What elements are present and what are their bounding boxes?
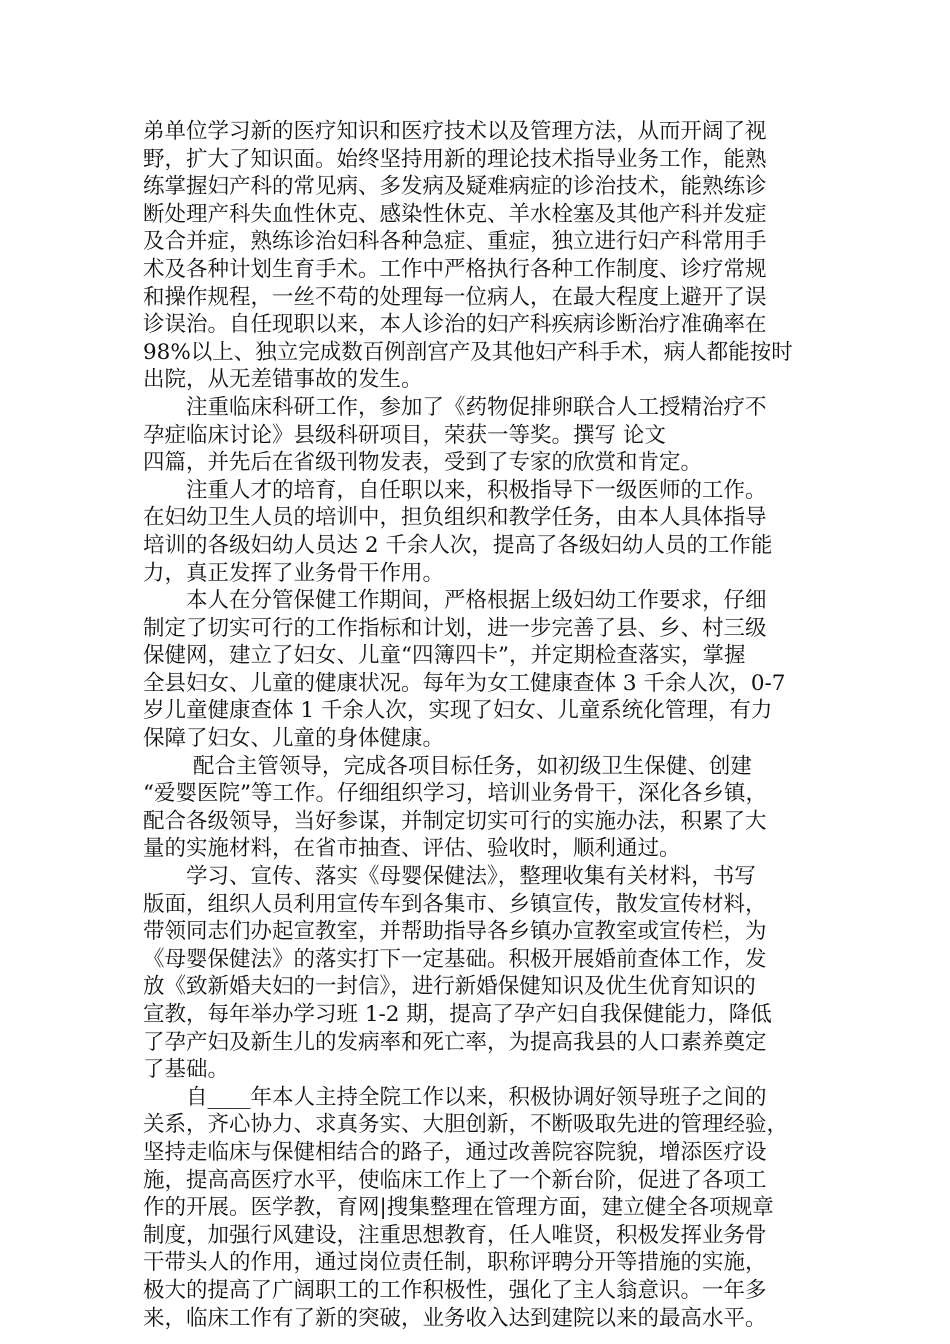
text-line: 诊误治。自任现职以来，本人诊治的妇产科疾病诊断治疗准确率在 xyxy=(143,312,767,338)
text-line: 了孕产妇及新生儿的发病率和死亡率，为提高我县的人口素养奠定 xyxy=(143,1029,767,1055)
paragraph xyxy=(143,863,808,1084)
text-line: 出院，从无差错事故的发生。 xyxy=(143,367,423,393)
text-line: 注重临床科研工作，参加了《药物促排卵联合人工授精治疗不 xyxy=(143,394,767,420)
text-line: 断处理产科失血性休克、感染性休克、羊水栓塞及其他产科并发症 xyxy=(143,201,767,227)
text-line: 岁儿童健康查体 1 千余人次，实现了妇女、儿童系统化管理，有力 xyxy=(143,698,773,724)
text-line: 练掌握妇产科的常见病、多发病及疑难病症的诊治技术，能熟练诊 xyxy=(143,174,767,200)
paragraph xyxy=(143,477,808,587)
paragraph xyxy=(143,753,808,863)
text-line: 干带头人的作用，通过岗位责任制，职称评聘分开等措施的实施， xyxy=(143,1250,767,1276)
text-line: 版面，组织人员利用宣传车到各集市、乡镇宣传，散发宣传材料， xyxy=(143,891,767,917)
paragraph xyxy=(143,1084,808,1332)
text-line: 《母婴保健法》的落实打下一定基础。积极开展婚前查体工作，发 xyxy=(143,946,767,972)
text-line: 制定了切实可行的工作指标和计划，进一步完善了县、乡、村三级 xyxy=(143,615,767,641)
text-line: 学习、宣传、落实《母婴保健法》，整理收集有关材料，书写 xyxy=(143,864,756,890)
text-line: 在妇幼卫生人员的培训中，担负组织和教学任务，由本人具体指导 xyxy=(143,505,767,531)
text-line: 弟单位学习新的医疗知识和医疗技术以及管理方法，从而开阔了视 xyxy=(143,119,767,144)
text-line: 配合主管领导，完成各项目标任务，如初级卫生保健、创建 xyxy=(143,753,752,779)
text-line: 98%以上、独立完成数百例剖宫产及其他妇产科手术，病人都能按时 xyxy=(143,339,793,365)
document-body xyxy=(143,118,808,1332)
text-line: 本人在分管保健工作期间，严格根据上级妇幼工作要求，仔细 xyxy=(143,588,767,614)
text-line: 了基础。 xyxy=(143,1057,230,1083)
text-line: 及合并症，熟练诊治妇科各种急症、重症，独立进行妇产科常用手 xyxy=(143,229,767,255)
text-line: 来，临床工作有了新的突破，业务收入达到建院以来的最高水平。 xyxy=(143,1305,767,1331)
text-line: 制度，加强行风建设，注重思想教育，任人唯贤，积极发挥业务骨 xyxy=(143,1222,767,1248)
text-line: 坚持走临床与保健相结合的路子，通过改善院容院貌，增添医疗设 xyxy=(143,1139,767,1165)
text-line: 野，扩大了知识面。始终坚持用新的理论技术指导业务工作，能熟 xyxy=(143,146,767,172)
text-line: 力，真正发挥了业务骨干作用。 xyxy=(143,560,445,586)
paragraph xyxy=(143,587,808,753)
text-line: 培训的各级妇幼人员达 2 千余人次，提高了各级妇幼人员的工作能 xyxy=(143,532,773,558)
text-line: “爱婴医院”等工作。仔细组织学习，培训业务骨干，深化各乡镇， xyxy=(143,781,767,807)
text-line: 作的开展。医学教，育网|搜集整理在管理方面，建立健全各项规章 xyxy=(143,1195,774,1221)
text-line: 保障了妇女、儿童的身体健康。 xyxy=(143,726,445,752)
text-line: 四篇，并先后在省级刊物发表，受到了专家的欣赏和肯定。 xyxy=(143,450,703,476)
text-line: 带领同志们办起宣教室，并帮助指导各乡镇办宣教室或宣传栏，为 xyxy=(143,919,767,945)
text-line: 术及各种计划生育手术。工作中严格执行各种工作制度、诊疗常规 xyxy=(143,256,767,282)
text-line: 孕症临床讨论》县级科研项目，荣获一等奖。撰写 论文 xyxy=(143,422,666,448)
paragraph xyxy=(143,118,808,394)
text-line: 自____年本人主持全院工作以来，积极协调好领导班子之间的 xyxy=(143,1084,767,1110)
text-line: 施，提高高医疗水平，使临床工作上了一个新台阶，促进了各项工 xyxy=(143,1167,767,1193)
text-line: 关系，齐心协力、求真务实、大胆创新，不断吸取先进的管理经验， xyxy=(143,1112,789,1138)
text-line: 全县妇女、儿童的健康状况。每年为女工健康查体 3 千余人次，0-7 xyxy=(143,670,786,696)
text-line: 放《致新婚夫妇的一封信》，进行新婚保健知识及优生优育知识的 xyxy=(143,974,756,1000)
text-line: 保健网，建立了妇女、儿童“四簿四卡”，并定期检查落实，掌握 xyxy=(143,643,746,669)
paragraph xyxy=(143,394,808,477)
text-line: 和操作规程，一丝不苟的处理每一位病人，在最大程度上避开了误 xyxy=(143,284,767,310)
text-line: 量的实施材料，在省市抽查、评估、验收时，顺利通过。 xyxy=(143,836,681,862)
text-line: 注重人才的培育，自任职以来，积极指导下一级医师的工作。 xyxy=(143,477,767,503)
text-line: 宣教，每年举办学习班 1-2 期，提高了孕产妇自我保健能力，降低 xyxy=(143,1002,772,1027)
text-line: 极大的提高了广阔职工的工作积极性，强化了主人翁意识。一年多 xyxy=(143,1277,767,1303)
text-line: 配合各级领导，当好参谋，并制定切实可行的实施办法，积累了大 xyxy=(143,808,767,834)
